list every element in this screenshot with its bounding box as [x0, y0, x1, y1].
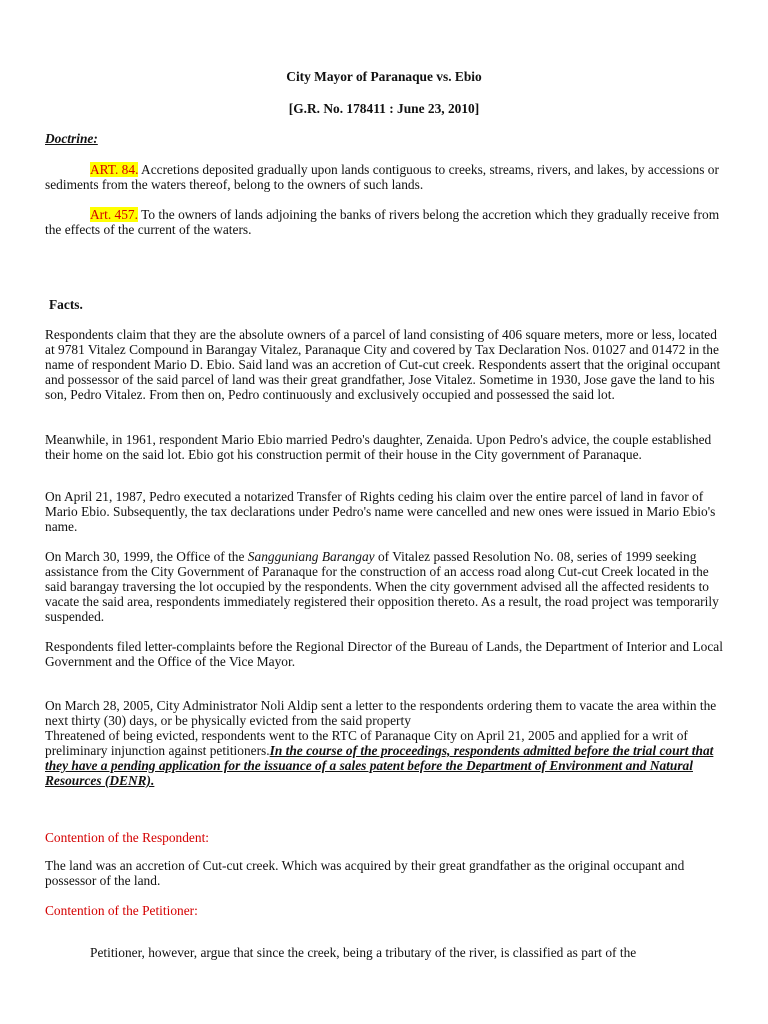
art84-text: Accretions deposited gradually upon lands contiguous to creeks, streams, rivers, and lakes, by accessions or sediments from the waters thereof, belong to the owners of such lands.: [45, 162, 719, 192]
facts-paragraph-5: Respondents filed letter-complaints before the Regional Director of the Bureau of Lands, the Department of Interior and Local Government and the Office of the Vice Mayor.: [45, 639, 723, 669]
art84-label: ART. 84.: [90, 162, 139, 177]
respondent-heading: Contention of the Respondent:: [45, 830, 210, 845]
case-title: City Mayor of Paranaque vs. Ebio: [286, 69, 482, 84]
facts-paragraph-1: Respondents claim that they are the absolute owners of a parcel of land consisting of 406 square meters, more or less, located at 9781 Vitalez Compound in Barangay Vitalez, Paranaque City and covered by Tax Declaration Nos. 01027 and 01472 in the name of respondent Mario D. Ebio. Said land was an accretion of Cut-cut creek. Respondents assert that the original occupant and possessor of the said parcel of land was their great grandfather, Jose Vitalez. Sometime in 1930, Jose gave the land to his son, Pedro Vitalez. From then on, Pedro continuously and exclusively occupied and possessed the said lot.: [45, 327, 721, 402]
p4-text-b: of Vitalez passed Resolution No. 08, series of 1999 seeking assistance from the City Government of Paranaque for the construction of an access road along Cut-cut Creek located in the said barangay traversing the lot occupied by the respondents. When the city government advised all the affected residents to vacate the said area, respondents immediately registered their opposition thereto. As a result, the road project was temporarily suspended.: [45, 549, 719, 624]
p6-line-1: On March 28, 2005, City Administrator Noli Aldip sent a letter to the respondents ordering them to vacate the area within the next thirty (30) days, or be physically evicted from the said property: [45, 698, 717, 728]
facts-paragraph-2: Meanwhile, in 1961, respondent Mario Ebio married Pedro's daughter, Zenaida. Upon Pedro's advice, the couple established their home on the said lot. Ebio got his construction permit of their house in the City government of Paranaque.: [45, 432, 712, 462]
facts-paragraph-3: On April 21, 1987, Pedro executed a notarized Transfer of Rights ceding his claim over the entire parcel of land in favor of Mario Ebio. Subsequently, the tax declarations under Pedro's name were cancelled and new ones were issued in Mario Ebio's name.: [45, 489, 716, 534]
facts-paragraph-4: [45, 549, 725, 624]
respondent-text: The land was an accretion of Cut-cut creek. Which was acquired by their great grandfather as the original occupant and possessor of the land.: [45, 858, 685, 888]
p4-text-a: On March 30, 1999, the Office of the: [45, 549, 248, 564]
p6-line-2: Threatened of being evicted, respondents went to the RTC of Paranaque City on April 21, 2005 and applied for a writ of preliminary injunction against petitioners.: [45, 728, 688, 758]
petitioner-heading: Contention of the Petitioner:: [45, 903, 198, 918]
p6-emphasis: In the course of the proceedings, respondents admitted before the trial court that they have a pending application for the issuance of a sales patent before the Department of Environment and Natural Resources (DENR).: [45, 743, 714, 788]
p4-italic: Sangguniang Barangay: [247, 549, 375, 564]
case-number: [G.R. No. 178411 : June 23, 2010]: [288, 101, 480, 116]
doctrine-heading: Doctrine:: [45, 131, 98, 146]
facts-heading: Facts.: [49, 297, 83, 312]
petitioner-text: Petitioner, however, argue that since the creek, being a tributary of the river, is classified as part of the: [90, 945, 637, 960]
doctrine-art457: [45, 207, 725, 237]
doctrine-art84: [45, 162, 725, 192]
facts-paragraph-6: [45, 698, 725, 788]
art457-label: Art. 457.: [90, 207, 138, 222]
art457-text: To the owners of lands adjoining the banks of rivers belong the accretion which they gradually receive from the effects of the current of the waters.: [45, 207, 720, 237]
